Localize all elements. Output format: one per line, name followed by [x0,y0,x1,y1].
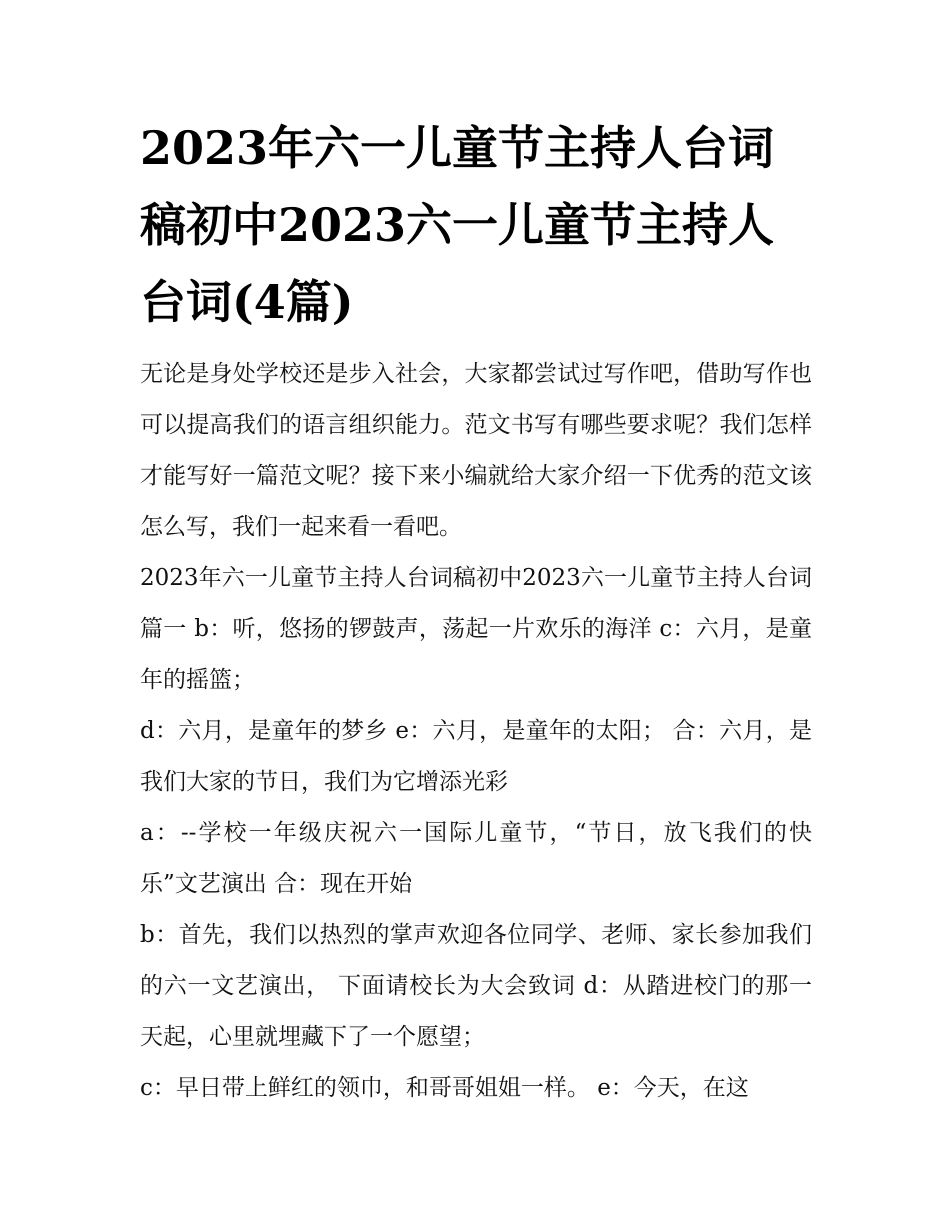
body-paragraph: b：首先，我们以热烈的掌声欢迎各位同学、老师、家长参加我们的六一文艺演出， 下面请校长为大会致词 d：从踏进校门的那一天起，心里就埋藏下了一个愿望； [140,922,812,1050]
intro-paragraph: 无论是身处学校还是步入社会，大家都尝试过写作吧，借助写作也可以提高我们的语言组织能力。范文书写有哪些要求呢？我们怎样才能写好一篇范文呢？接下来小编就给大家介绍一下优秀的范文该怎么写，我们一起来看一看吧。 [140,361,812,540]
body-paragraph: d：六月，是童年的梦乡 e：六月，是童年的太阳； 合：六月，是我们大家的节日，我们为它增添光彩 [140,718,812,795]
body-paragraph: 2023年六一儿童节主持人台词稿初中2023六一儿童节主持人台词篇一 b：听，悠扬的锣鼓声，荡起一片欢乐的海洋 c：六月，是童年的摇篮； [140,565,812,693]
body-paragraph: a：--学校一年级庆祝六一国际儿童节，“节日，放飞我们的快乐”文艺演出 合：现在开始 [140,820,812,897]
body-paragraph: c：早日带上鲜红的领巾，和哥哥姐姐一样。 e：今天，在这 [140,1075,749,1101]
document-title: 2023年六一儿童节主持人台词稿初中2023六一儿童节主持人台词(4篇) [140,121,775,329]
document-content [140,110,812,1114]
